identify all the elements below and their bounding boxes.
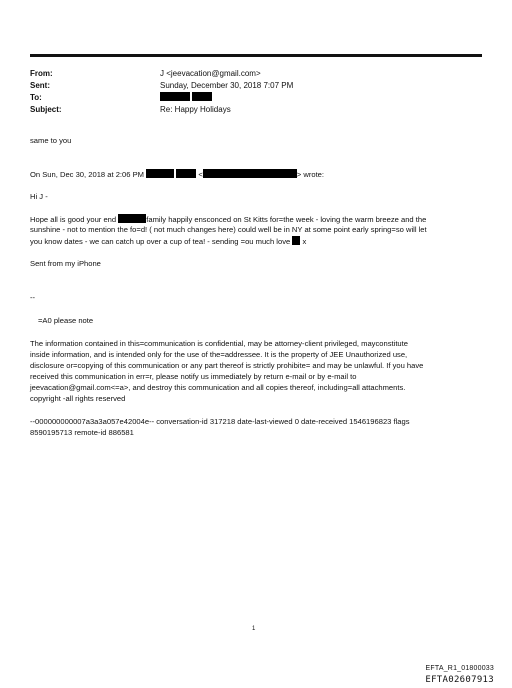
subject-value: Re: Happy Holidays [160,105,231,114]
message-line-3 [30,236,482,247]
message-line-1a: Hope all is good your end [30,215,117,224]
reply-text: same to you [30,136,72,145]
quote-header [30,169,482,180]
separator-text: -- [30,293,36,302]
message-line-3b: x [302,237,307,246]
sent-value: Sunday, December 30, 2018 7:07 PM [160,81,294,90]
redaction-box [160,92,190,101]
redaction-box [203,169,297,178]
bates-number-small: EFTA_R1_01800033 [425,665,494,672]
signature-text: Sent from my iPhone [30,259,101,268]
meta-line-1: --000000000007a3a3a057e42004e-- conversation-id 317218 date-last-viewed 0 date-received 1546196823 flags [30,417,410,426]
disclaimer-line-2: inside information, and is intended only for the use of the=addressee. It is the property of JEE Unauthorized use, [30,350,408,359]
to-label: To: [30,93,42,102]
from-row [30,68,482,80]
redaction-box [176,169,196,178]
header-rule [30,54,482,57]
note-text: =A0 please note [38,316,94,325]
quote-suffix: > wrote: [296,170,325,179]
disclaimer-line-5: jeevacation@gmail.com<=a>, and destroy this communication and all copies thereof, including=all attachments. [30,383,406,392]
message-line-3a: you know dates - we can catch up over a cup of tea! - sending =ou much love [30,237,291,246]
to-row [30,92,482,104]
greeting-text: Hi J - [30,192,48,201]
from-value: J <jeevacation@gmail.com> [160,69,261,78]
disclaimer-line-1: The information contained in this=communication is confidential, may be attorney-client privileged, mayconstitute [30,339,408,348]
message-line-2: sunshine - not to mention the fo=d! ( not much changes here) could well be in NY at some point early spring=so will let [30,225,427,234]
to-value [160,92,482,104]
redaction-box [146,169,174,178]
quote-prefix: On Sun, Dec 30, 2018 at 2:06 PM [30,170,144,179]
email-header [30,68,482,116]
message-line-1 [30,214,482,225]
meta-line-2: 8590195713 remote-id 886581 [30,428,134,437]
subject-row [30,104,482,116]
message-line-1b: family happily ensconced on St Kitts for=the week - loving the warm breeze and the [146,215,427,224]
bates-number-large: EFTA02607913 [425,675,494,685]
disclaimer-line-4: received this communication in err=r, please notify us immediately by return e-mail or by e-mail to [30,372,357,381]
page-number: 1 [252,626,256,632]
from-label: From: [30,69,53,78]
redaction-box [118,214,146,223]
redaction-box [292,236,300,245]
quote-lt: < [198,170,203,179]
subject-label: Subject: [30,105,62,114]
redaction-box [192,92,212,101]
disclaimer-line-3: disclosure or=copying of this communication or any part thereof is strictly prohibite= and may be unlawful. If you have [30,361,424,370]
disclaimer-line-6: copyright -all rights reserved [30,394,126,403]
sent-label: Sent: [30,81,50,90]
sent-row [30,80,482,92]
